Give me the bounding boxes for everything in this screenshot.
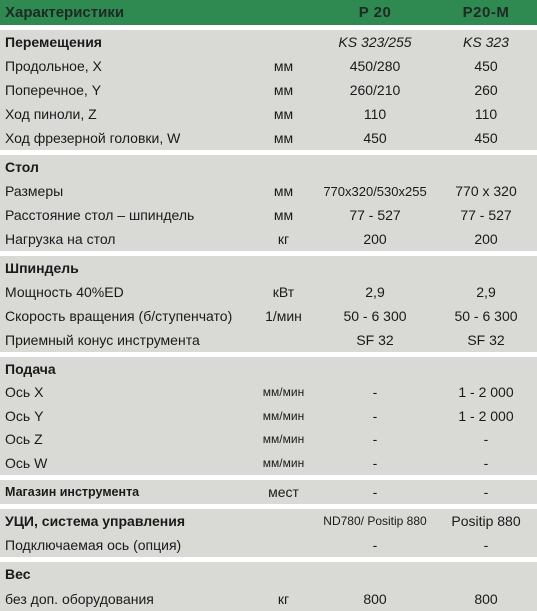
table-row: Ход пиноли, Z мм 110 110	[0, 102, 537, 126]
table-row: Ось Y мм/мин - 1 - 2 000	[0, 404, 537, 427]
section-header-feed: Подача	[0, 357, 537, 380]
table-row: Приемный конус инструмента SF 32 SF 32	[0, 328, 537, 352]
header-model-2: P20-M	[462, 4, 510, 21]
section-header-movement: Перемещения KS 323/255 KS 323	[0, 30, 537, 54]
table-row: Продольное, X мм 450/280 450	[0, 54, 537, 78]
table-row: Нагрузка на стол кг 200 200	[0, 227, 537, 251]
table-row: Скорость вращения (б/ступенчато) 1/мин 50 - 6 300 50 - 6 300	[0, 304, 537, 328]
section-header-tool-magazine: Магазин инструмента мест - -	[0, 480, 537, 504]
table-row: Мощность 40%ED кВт 2,9 2,9	[0, 280, 537, 304]
table-row: Ось Z мм/мин - -	[0, 427, 537, 451]
table-row: Поперечное, Y мм 260/210 260	[0, 78, 537, 102]
table-row: Размеры мм 770x320/530x255 770 x 320	[0, 179, 537, 203]
section-header-table: Стол	[0, 155, 537, 179]
table-row: без доп. оборудования кг 800 800	[0, 586, 537, 611]
table-row: Подключаемая ось (опция) - -	[0, 533, 537, 557]
section-header-spindle: Шпиндель	[0, 256, 537, 280]
header-model-1: P 20	[358, 4, 392, 21]
header-title: Характеристики	[5, 4, 125, 21]
table-row: Расстояние стол – шпиндель мм 77 - 527 77 - 527	[0, 203, 537, 227]
table-header	[0, 0, 537, 25]
table-row: Ось W мм/мин - -	[0, 451, 537, 475]
table-row: Ход фрезерной головки, W мм 450 450	[0, 126, 537, 150]
section-header-weight: Вес	[0, 562, 537, 586]
section-header-dro: УЦИ, система управления ND780/ Positip 880 Positip 880	[0, 509, 537, 533]
table-row: Ось X мм/мин - 1 - 2 000	[0, 380, 537, 404]
